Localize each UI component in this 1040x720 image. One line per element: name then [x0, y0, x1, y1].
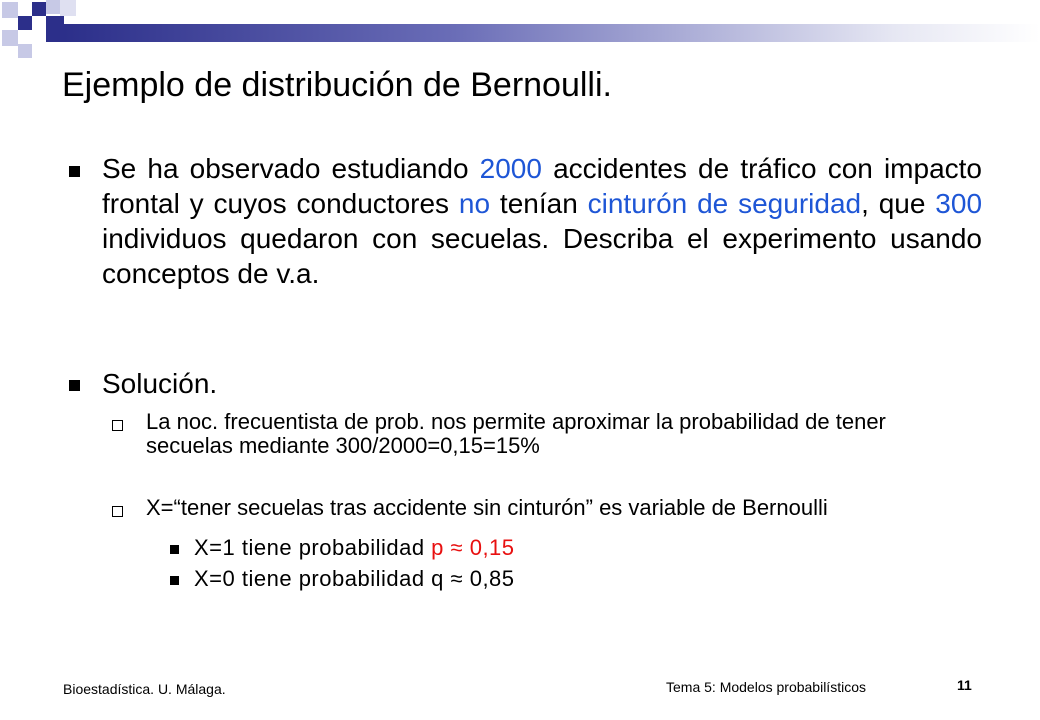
deco-square — [2, 30, 18, 46]
bernoulli-variable-definition: X=“tener secuelas tras accidente sin cinturón” es variable de Bernoulli — [146, 495, 828, 520]
highlight-300: 300 — [935, 188, 983, 219]
problem-text-1: Se ha observado estudiando — [102, 153, 480, 184]
deco-square — [60, 0, 76, 16]
highlight-no: no — [458, 188, 491, 219]
deco-square — [46, 16, 64, 42]
deco-square — [46, 0, 60, 14]
footer-topic: Tema 5: Modelos probabilísticos — [666, 679, 866, 695]
bullet-small-square — [170, 576, 179, 585]
problem-statement — [102, 151, 982, 291]
deco-square — [32, 2, 46, 16]
bullet-square — [69, 166, 80, 177]
deco-square — [18, 16, 32, 30]
probability-x1 — [194, 535, 515, 561]
deco-square — [2, 2, 18, 18]
bullet-square — [69, 380, 80, 391]
highlight-cinturon: cinturón de seguridad — [587, 188, 862, 219]
header-gradient-bar — [64, 24, 1040, 42]
frequentist-note: La noc. frecuentista de prob. nos permite aproximar la probabilidad de tener secuelas mediante 300/2000=0,15=15% — [146, 409, 886, 458]
problem-text-4: , que — [861, 188, 936, 219]
bullet-hollow-square — [112, 506, 123, 517]
page-number: 11 — [957, 677, 972, 693]
problem-text-5: individuos quedaron con secuelas. Describa el experimento usando conceptos de v.a. — [102, 223, 982, 289]
deco-square — [18, 44, 32, 58]
footer-institution: Bioestadística. U. Málaga. — [63, 681, 226, 697]
problem-text-2: accidentes de tráfico con impacto frontal y cuyos conductores — [102, 153, 982, 219]
bullet-hollow-square — [112, 420, 123, 431]
probability-x1-text: X=1 tiene probabilidad — [194, 535, 432, 560]
solution-label: Solución. — [102, 368, 218, 399]
highlight-2000: 2000 — [479, 153, 542, 184]
header-decoration — [0, 0, 1040, 60]
probability-x0: X=0 tiene probabilidad q ≈ 0,85 — [194, 566, 515, 591]
probability-p-value: p ≈ 0,15 — [431, 535, 515, 560]
slide-title: Ejemplo de distribución de Bernoulli. — [62, 66, 612, 104]
problem-text-3: tenían — [490, 188, 588, 219]
bullet-small-square — [170, 545, 179, 554]
